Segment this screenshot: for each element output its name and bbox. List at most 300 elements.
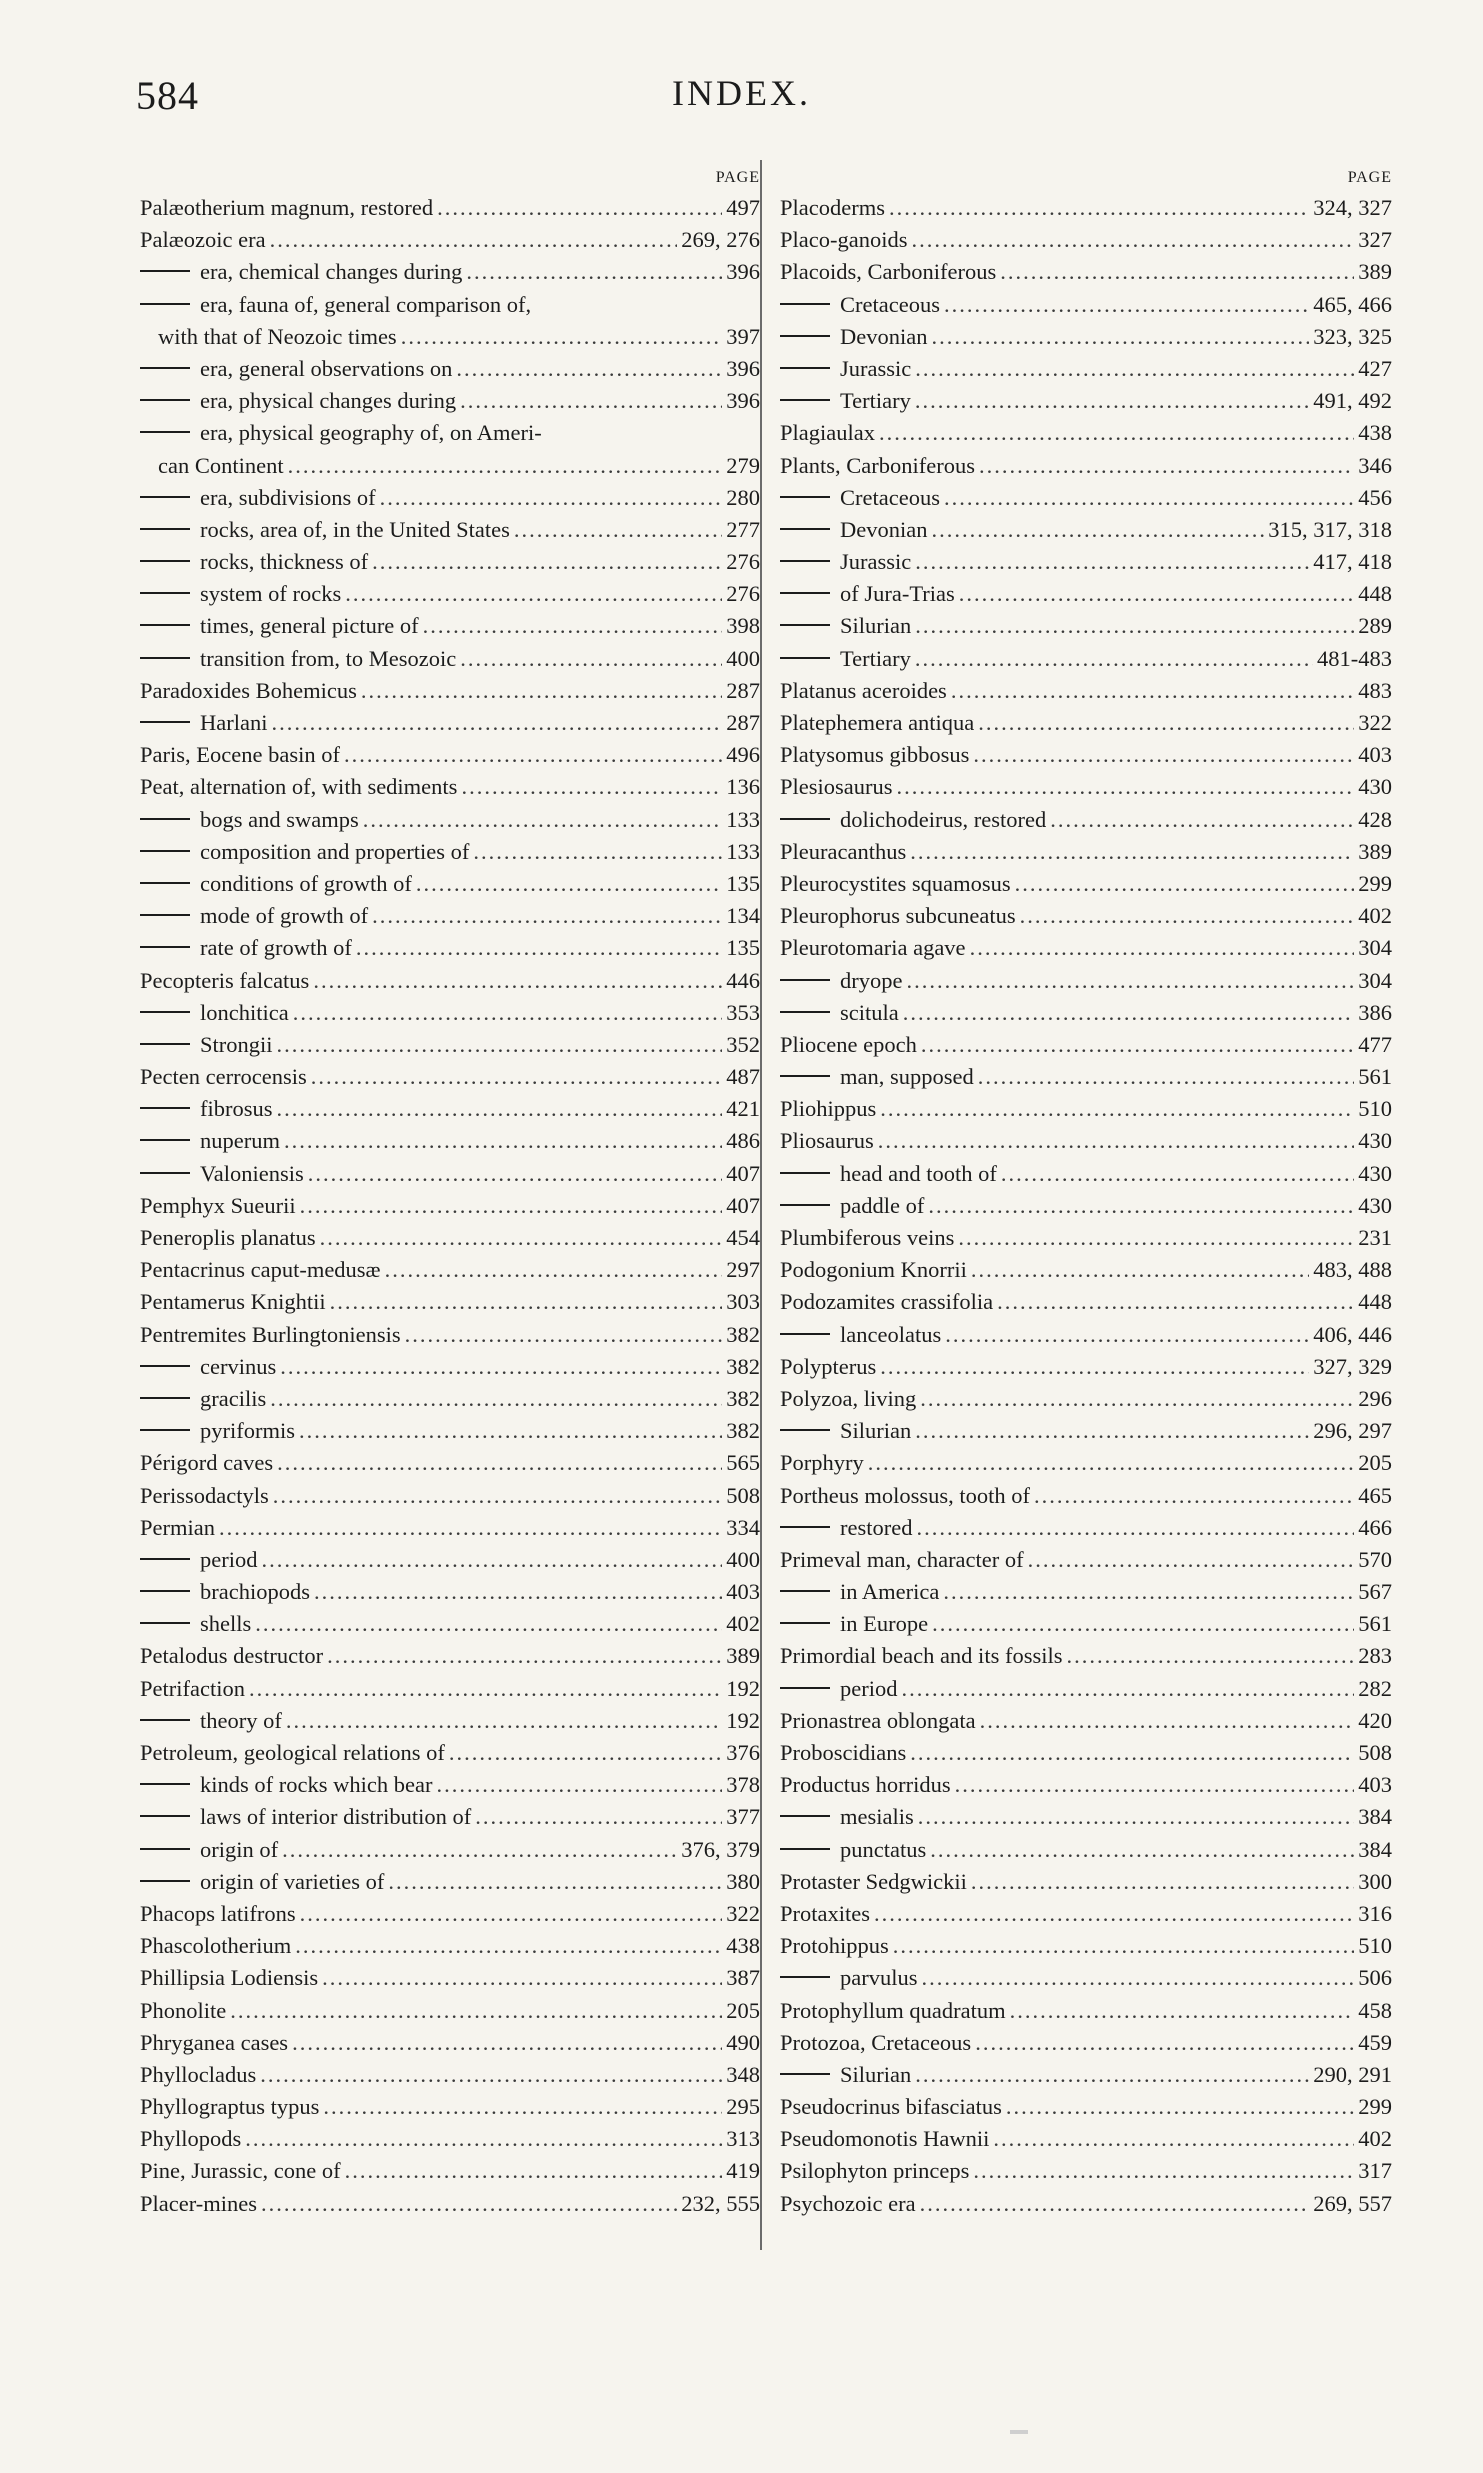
index-term: of Jura-Trias xyxy=(840,581,955,607)
ditto-dash xyxy=(780,1590,830,1592)
ditto-dash xyxy=(780,657,830,659)
index-entry xyxy=(140,1898,760,1930)
index-term: Pentremites Burlingtoniensis xyxy=(140,1321,401,1347)
index-entry xyxy=(140,2027,760,2059)
index-term: Strongii xyxy=(200,1031,273,1057)
column-divider xyxy=(760,160,762,2250)
dot-leader xyxy=(930,1834,1354,1866)
page-reference: 346 xyxy=(1358,452,1392,478)
dot-leader xyxy=(931,514,1264,546)
index-entry xyxy=(780,900,1392,932)
index-term: lanceolatus xyxy=(840,1321,942,1347)
index-term: parvulus xyxy=(840,1965,918,1991)
index-entry xyxy=(140,1480,760,1512)
dot-leader xyxy=(944,482,1354,514)
index-entry xyxy=(140,1512,760,1544)
index-term: Podozamites crassifolia xyxy=(780,1289,994,1315)
dot-leader xyxy=(345,2155,723,2187)
index-term: rocks, thickness of xyxy=(200,549,369,575)
dot-leader xyxy=(903,997,1355,1029)
index-entry xyxy=(780,997,1392,1029)
index-term: laws of interior distribution of xyxy=(200,1804,472,1830)
dot-leader xyxy=(973,2155,1354,2187)
page-reference: 446 xyxy=(726,967,760,993)
dot-leader xyxy=(322,1962,722,1994)
index-term: Périgord caves xyxy=(140,1450,274,1476)
index-entry xyxy=(780,1093,1392,1125)
index-term: mesialis xyxy=(840,1804,914,1830)
dot-leader xyxy=(915,2059,1309,2091)
index-entry xyxy=(780,1125,1392,1157)
ditto-dash xyxy=(780,1687,830,1689)
dot-leader xyxy=(915,385,1309,417)
ditto-dash xyxy=(140,1429,190,1431)
page-reference: 269, 276 xyxy=(681,227,760,253)
index-entry xyxy=(780,1608,1392,1640)
ditto-dash xyxy=(140,1622,190,1624)
ditto-dash xyxy=(780,560,830,562)
index-term: Cretaceous xyxy=(840,484,940,510)
index-entry xyxy=(780,1576,1392,1608)
dot-leader xyxy=(1001,1158,1354,1190)
index-term: Protaxites xyxy=(780,1900,870,1926)
index-entry xyxy=(780,289,1392,321)
page-reference: 407 xyxy=(726,1192,760,1218)
index-entry xyxy=(780,482,1392,514)
index-term: Pecopteris falcatus xyxy=(140,967,310,993)
page-reference: 458 xyxy=(1358,1997,1392,2023)
index-entry xyxy=(140,578,760,610)
index-entry xyxy=(140,321,760,353)
index-term: with that of Neozoic times xyxy=(158,323,397,349)
index-entry xyxy=(780,1480,1392,1512)
dot-leader xyxy=(910,1737,1354,1769)
index-term: Protozoa, Cretaceous xyxy=(780,2029,972,2055)
page-reference: 417, 418 xyxy=(1313,549,1392,575)
dot-leader xyxy=(906,965,1354,997)
page-reference: 454 xyxy=(726,1225,760,1250)
index-term: Tertiary xyxy=(840,645,911,671)
dot-leader xyxy=(372,546,722,578)
index-entry xyxy=(140,192,760,224)
ditto-dash xyxy=(780,1333,830,1335)
index-term: fibrosus xyxy=(200,1096,273,1122)
dot-leader xyxy=(897,771,1355,803)
dot-leader xyxy=(260,2059,722,2091)
index-term: Pliosaurus xyxy=(780,1128,874,1154)
page-reference: 497 xyxy=(726,195,760,220)
index-entry xyxy=(140,1544,760,1576)
page-reference: 299 xyxy=(1358,2094,1392,2120)
index-term: Paris, Eocene basin of xyxy=(140,742,340,768)
dot-leader xyxy=(292,2027,722,2059)
index-entry xyxy=(780,385,1392,417)
dot-leader xyxy=(356,932,722,964)
index-term: Pecten cerrocensis xyxy=(140,1064,307,1090)
index-entry xyxy=(780,1222,1392,1254)
index-term: Pleurocystites squamosus xyxy=(780,870,1011,896)
index-term: Petalodus destructor xyxy=(140,1643,324,1669)
page-reference: 561 xyxy=(1358,1064,1392,1090)
index-entry xyxy=(140,1705,760,1737)
dot-leader xyxy=(920,1383,1354,1415)
ditto-dash xyxy=(140,1590,190,1592)
dot-leader xyxy=(255,1608,722,1640)
dot-leader xyxy=(893,1930,1354,1962)
dot-leader xyxy=(868,1447,1355,1479)
dot-leader xyxy=(401,321,723,353)
page-reference: 136 xyxy=(726,774,760,800)
page-reference: 403 xyxy=(726,1579,760,1605)
index-term: kinds of rocks which bear xyxy=(200,1772,433,1798)
page-reference: 483 xyxy=(1358,677,1392,703)
page-reference: 430 xyxy=(1358,1192,1392,1218)
index-entry xyxy=(140,2188,760,2220)
index-entry xyxy=(140,1866,760,1898)
index-term: Pemphyx Sueurii xyxy=(140,1192,296,1218)
index-term: Tertiary xyxy=(840,388,911,414)
page-reference: 496 xyxy=(726,742,760,768)
dot-leader xyxy=(436,1769,722,1801)
index-entry xyxy=(140,932,760,964)
index-term: Pseudocrinus bifasciatus xyxy=(780,2094,1002,2120)
index-term: Phascolotherium xyxy=(140,1933,292,1959)
dot-leader xyxy=(456,353,722,385)
ditto-dash xyxy=(140,1815,190,1817)
index-term: theory of xyxy=(200,1707,282,1733)
ditto-dash xyxy=(140,882,190,884)
dot-leader xyxy=(295,1930,722,1962)
page-reference: 466 xyxy=(1358,1514,1392,1540)
page-reference: 402 xyxy=(1358,903,1392,929)
dot-leader xyxy=(915,1415,1309,1447)
index-entry xyxy=(140,836,760,868)
dot-leader xyxy=(1034,1480,1354,1512)
index-term: Productus horridus xyxy=(780,1772,951,1798)
ditto-dash xyxy=(780,303,830,305)
page-reference: 396 xyxy=(726,355,760,381)
dot-leader xyxy=(971,1254,1309,1286)
dot-leader xyxy=(385,1254,723,1286)
dot-leader xyxy=(271,707,722,739)
page-reference: 269, 557 xyxy=(1313,2190,1392,2216)
index-term: Jurassic xyxy=(840,355,912,381)
page-column-label: PAGE xyxy=(1347,169,1392,186)
index-entry xyxy=(780,1705,1392,1737)
index-entry xyxy=(780,1962,1392,1994)
index-entry xyxy=(780,1286,1392,1318)
ditto-dash xyxy=(140,1139,190,1141)
page-reference: 389 xyxy=(1358,259,1392,285)
ditto-dash xyxy=(140,914,190,916)
dot-leader xyxy=(958,1222,1354,1254)
dot-leader xyxy=(915,353,1354,385)
index-term: composition and properties of xyxy=(200,838,470,864)
page-reference: 491, 492 xyxy=(1313,388,1392,414)
page-reference: 296 xyxy=(1358,1385,1392,1411)
index-entry xyxy=(140,1254,760,1286)
index-term: period xyxy=(200,1546,258,1572)
index-term: restored xyxy=(840,1514,913,1540)
page-reference: 382 xyxy=(726,1321,760,1347)
index-entry xyxy=(780,1351,1392,1383)
index-entry xyxy=(140,385,760,417)
footer-mark xyxy=(1010,2430,1028,2434)
dot-leader xyxy=(311,1061,722,1093)
page-reference: 378 xyxy=(726,1772,760,1798)
index-column-right xyxy=(780,164,1392,2220)
index-entry xyxy=(140,1640,760,1672)
index-entry xyxy=(780,868,1392,900)
page-reference: 487 xyxy=(726,1064,760,1090)
page-reference: 430 xyxy=(1358,1160,1392,1186)
index-term: rocks, area of, in the United States xyxy=(200,516,510,542)
page-reference: 397 xyxy=(726,323,760,349)
index-term: Plagiaulax xyxy=(780,420,875,446)
page-reference: 296, 297 xyxy=(1313,1418,1392,1444)
dot-leader xyxy=(230,1995,722,2027)
index-term: system of rocks xyxy=(200,581,342,607)
dot-leader xyxy=(910,836,1354,868)
index-term: times, general picture of xyxy=(200,613,419,639)
ditto-dash xyxy=(140,303,190,305)
index-entry xyxy=(780,1898,1392,1930)
ditto-dash xyxy=(140,399,190,401)
ditto-dash xyxy=(140,367,190,369)
dot-leader xyxy=(997,1286,1354,1318)
index-term: Cretaceous xyxy=(840,291,940,317)
dot-leader xyxy=(880,1351,1309,1383)
index-entry xyxy=(140,1737,760,1769)
index-entry xyxy=(140,965,760,997)
index-entry xyxy=(140,1608,760,1640)
page-reference: 387 xyxy=(726,1965,760,1991)
index-entry xyxy=(780,514,1392,546)
page-reference: 276 xyxy=(726,549,760,575)
ditto-dash xyxy=(140,1107,190,1109)
ditto-dash xyxy=(140,1365,190,1367)
page-reference: 430 xyxy=(1358,1128,1392,1154)
page-reference: 232, 555 xyxy=(681,2190,760,2216)
ditto-dash xyxy=(780,367,830,369)
dot-leader xyxy=(277,1029,723,1061)
index-term: Valoniensis xyxy=(200,1160,304,1186)
index-term: era, fauna of, general comparison of, xyxy=(200,291,532,317)
ditto-dash xyxy=(140,721,190,723)
index-entry xyxy=(780,836,1392,868)
index-entry xyxy=(780,192,1392,224)
index-term: Harlani xyxy=(200,710,268,735)
index-term: Placer-mines xyxy=(140,2190,258,2216)
dot-leader xyxy=(932,1608,1354,1640)
dot-leader xyxy=(361,675,722,707)
page-reference: 192 xyxy=(726,1707,760,1733)
page-reference: 289 xyxy=(1358,613,1392,639)
index-term: Platanus aceroides xyxy=(780,677,947,703)
page-reference: 459 xyxy=(1358,2029,1392,2055)
index-term: punctatus xyxy=(840,1836,927,1862)
ditto-dash xyxy=(780,1075,830,1077)
index-entry xyxy=(140,1351,760,1383)
index-term: era, physical changes during xyxy=(200,388,457,414)
index-term: Jurassic xyxy=(840,549,912,575)
page-reference: 382 xyxy=(726,1385,760,1411)
dot-leader xyxy=(978,1061,1355,1093)
page-reference: 389 xyxy=(726,1643,760,1669)
entry-list xyxy=(140,192,760,2220)
ditto-dash xyxy=(140,1719,190,1721)
index-term: Pseudomonotis Hawnii xyxy=(780,2126,990,2152)
page-reference: 282 xyxy=(1358,1675,1392,1701)
index-term: Palæotherium magnum, restored xyxy=(140,195,434,220)
index-term: Phyllopods xyxy=(140,2126,242,2152)
page-reference: 376 xyxy=(726,1740,760,1765)
page-reference: 327 xyxy=(1358,227,1392,253)
page-reference: 490 xyxy=(726,2029,760,2055)
dot-leader xyxy=(261,1544,722,1576)
dot-leader xyxy=(943,1576,1354,1608)
ditto-dash xyxy=(140,1558,190,1560)
index-entry xyxy=(140,1286,760,1318)
index-term: Peneroplis planatus xyxy=(140,1225,316,1250)
dot-leader xyxy=(979,450,1354,482)
page-reference: 276 xyxy=(726,581,760,607)
dot-leader xyxy=(437,192,722,224)
index-entry xyxy=(780,610,1392,642)
page-reference: 419 xyxy=(726,2158,760,2184)
page-reference: 396 xyxy=(726,388,760,414)
ditto-dash xyxy=(780,1429,830,1431)
ditto-dash xyxy=(780,528,830,530)
index-term: period xyxy=(840,1675,898,1701)
dot-leader xyxy=(270,224,678,256)
dot-leader xyxy=(1006,2091,1354,2123)
index-term: Phillipsia Lodiensis xyxy=(140,1965,319,1991)
index-entry xyxy=(140,707,760,739)
page-reference: 290, 291 xyxy=(1313,2061,1392,2087)
index-term: shells xyxy=(200,1611,252,1637)
ditto-dash xyxy=(140,1848,190,1850)
dot-leader xyxy=(416,868,722,900)
page-reference: 400 xyxy=(726,1546,760,1572)
dot-leader xyxy=(931,321,1309,353)
index-entry xyxy=(140,771,760,803)
page-reference: 448 xyxy=(1358,1289,1392,1315)
index-term: Porphyry xyxy=(780,1450,864,1476)
dot-leader xyxy=(313,965,722,997)
page-reference: 352 xyxy=(726,1031,760,1057)
index-entry xyxy=(140,610,760,642)
page-reference: 565 xyxy=(726,1450,760,1476)
index-term: Primordial beach and its fossils xyxy=(780,1643,1063,1669)
page-reference: 283 xyxy=(1358,1643,1392,1669)
index-entry xyxy=(780,1029,1392,1061)
page-reference: 287 xyxy=(726,710,760,735)
page-reference: 327, 329 xyxy=(1313,1353,1392,1379)
index-term: Psilophyton princeps xyxy=(780,2158,970,2184)
index-entry xyxy=(780,1769,1392,1801)
ditto-dash xyxy=(780,335,830,337)
index-entry xyxy=(140,804,760,836)
dot-leader xyxy=(466,256,722,288)
dot-leader xyxy=(284,1125,722,1157)
index-entry xyxy=(140,482,760,514)
dot-leader xyxy=(916,1512,1354,1544)
page-reference: 570 xyxy=(1358,1546,1392,1572)
ditto-dash xyxy=(140,624,190,626)
dot-leader xyxy=(308,1158,723,1190)
index-term: nuperum xyxy=(200,1128,280,1154)
index-entry xyxy=(780,1801,1392,1833)
ditto-dash xyxy=(140,528,190,530)
dot-leader xyxy=(975,2027,1354,2059)
index-term: lonchitica xyxy=(200,999,289,1025)
page-reference: 430 xyxy=(1358,774,1392,800)
dot-leader xyxy=(922,1962,1355,1994)
dot-leader xyxy=(423,610,723,642)
ditto-dash xyxy=(140,818,190,820)
index-term: Silurian xyxy=(840,2061,912,2087)
index-entry xyxy=(140,1190,760,1222)
dot-leader xyxy=(277,1093,723,1125)
page-reference: 396 xyxy=(726,259,760,285)
page-reference: 334 xyxy=(726,1514,760,1540)
ditto-dash xyxy=(140,946,190,948)
dot-leader xyxy=(901,1673,1354,1705)
page-reference: 134 xyxy=(726,903,760,929)
dot-leader xyxy=(344,739,722,771)
page-reference: 510 xyxy=(1358,1096,1392,1122)
index-term: Permian xyxy=(140,1514,215,1540)
index-entry xyxy=(140,675,760,707)
index-entry xyxy=(140,1158,760,1190)
ditto-dash xyxy=(140,1011,190,1013)
index-term: head and tooth of xyxy=(840,1160,997,1186)
index-entry xyxy=(780,417,1392,449)
dot-leader xyxy=(971,1866,1354,1898)
dot-leader xyxy=(1000,256,1354,288)
index-entry xyxy=(780,1866,1392,1898)
dot-leader xyxy=(299,1415,722,1447)
dot-leader xyxy=(918,1801,1355,1833)
index-entry xyxy=(780,546,1392,578)
index-entry xyxy=(780,804,1392,836)
dot-leader xyxy=(300,1898,723,1930)
index-term: Pleurophorus subcuneatus xyxy=(780,903,1016,929)
page-reference: 384 xyxy=(1358,1804,1392,1830)
page-reference: 438 xyxy=(1358,420,1392,446)
index-entry xyxy=(140,1801,760,1833)
index-entry xyxy=(780,1930,1392,1962)
ditto-dash xyxy=(780,1526,830,1528)
index-term: in America xyxy=(840,1579,940,1605)
page-reference: 465 xyxy=(1358,1482,1392,1508)
page-reference: 231 xyxy=(1358,1225,1392,1250)
page-reference: 389 xyxy=(1358,838,1392,864)
page-reference: 407 xyxy=(726,1160,760,1186)
index-term: Plants, Carboniferous xyxy=(780,452,975,478)
index-term: Placoids, Carboniferous xyxy=(780,259,997,285)
page-reference: 508 xyxy=(1358,1740,1392,1765)
page-column-label: PAGE xyxy=(715,169,760,186)
index-entry xyxy=(780,932,1392,964)
index-term: Palæozoic era xyxy=(140,227,266,253)
index-entry xyxy=(780,2059,1392,2091)
index-entry xyxy=(780,1447,1392,1479)
index-term: gracilis xyxy=(200,1385,267,1411)
index-entry xyxy=(140,1962,760,1994)
ditto-dash xyxy=(140,431,190,433)
